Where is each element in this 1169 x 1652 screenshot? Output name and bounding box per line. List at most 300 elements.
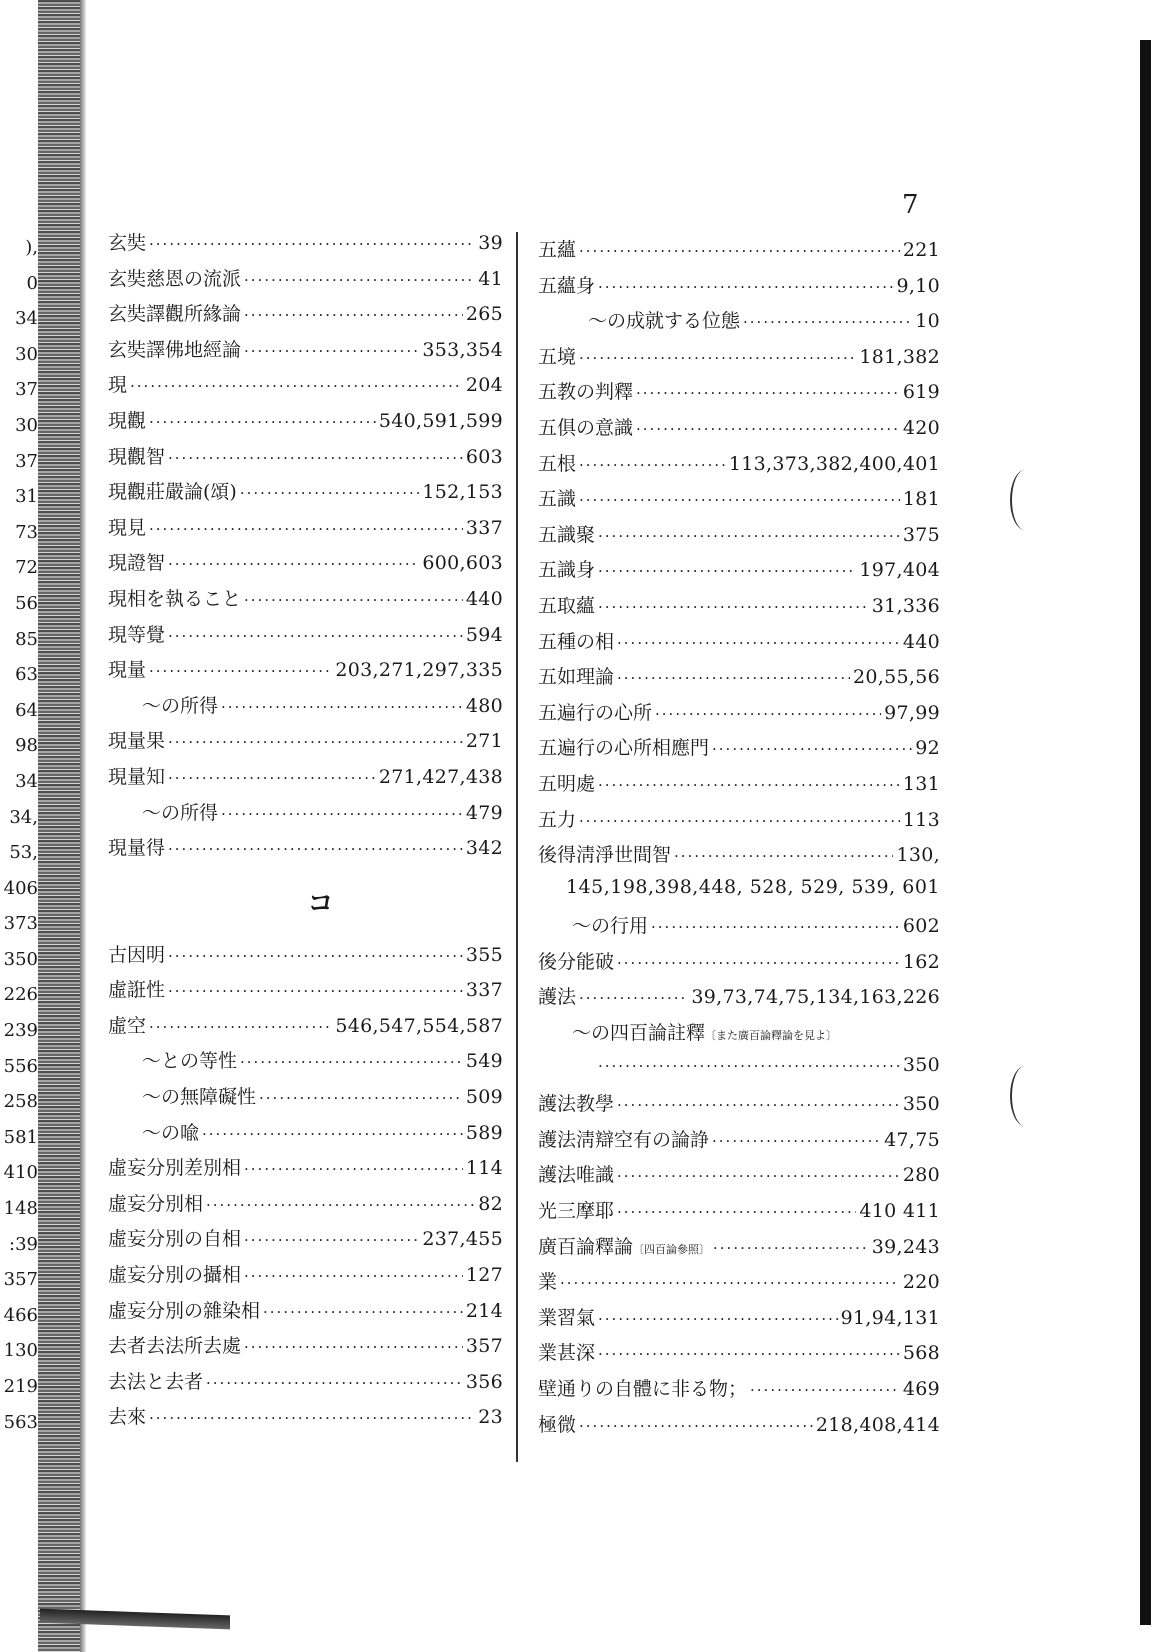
- index-entry: [538, 1196, 940, 1232]
- dot-leader: [244, 1231, 419, 1249]
- entry-term: 虛妄分別の攝相: [108, 1264, 242, 1287]
- edge-number: 563: [3, 1411, 38, 1433]
- entry-term: 去者去法所去處: [108, 1335, 242, 1358]
- entry-pages: 113,373,382,400,401: [728, 452, 940, 475]
- entry-term: 虛誑性: [108, 979, 166, 1002]
- index-entry: [108, 1331, 503, 1367]
- dot-leader: [206, 1374, 463, 1392]
- entry-pages: 127: [465, 1264, 503, 1287]
- entry-term: 極微: [538, 1413, 577, 1436]
- index-entry: [108, 620, 503, 656]
- dot-leader: [598, 1057, 900, 1075]
- dot-leader: [636, 420, 900, 438]
- dot-leader: [206, 1196, 475, 1214]
- entry-pages: 342: [465, 837, 503, 860]
- index-entry: [538, 911, 940, 947]
- entry-pages: 39,243: [871, 1235, 940, 1258]
- entry-pages: 619: [902, 381, 940, 404]
- dot-leader: [168, 982, 463, 1000]
- dot-leader: [617, 954, 900, 972]
- page-right-border: [1140, 40, 1151, 1625]
- dot-leader: [617, 669, 850, 687]
- dot-leader: [263, 1303, 463, 1321]
- entry-pages: 568: [902, 1342, 940, 1365]
- index-entry: [538, 306, 940, 342]
- index-entry: [108, 548, 503, 584]
- entry-term: 業甚深: [538, 1342, 596, 1365]
- entry-pages: 337: [465, 979, 503, 1002]
- entry-pages: 131: [902, 772, 940, 795]
- entry-pages: 145,198,398,448, 528, 529, 539, 601: [565, 875, 940, 898]
- dot-leader: [168, 449, 463, 467]
- entry-pages: 31,336: [871, 594, 940, 617]
- edge-number: 98: [15, 735, 38, 757]
- entry-term: 現觀: [108, 409, 147, 432]
- entry-term: ～の所得: [142, 694, 219, 717]
- entry-pages: 265: [465, 303, 503, 326]
- index-entry: [538, 1338, 940, 1374]
- index-entry: [538, 1125, 940, 1161]
- entry-term: 玄奘譯佛地經論: [108, 338, 242, 361]
- entry-pages: 600,603: [422, 552, 503, 575]
- entry-term: 玄奘: [108, 232, 147, 254]
- book-binding-edge: [38, 0, 82, 1652]
- entry-pages: 181: [902, 488, 940, 511]
- entry-pages: 602: [902, 915, 940, 938]
- entry-pages: 603: [465, 445, 503, 468]
- entry-term: 五遍行の心所相應門: [538, 737, 710, 760]
- entry-pages: 549: [465, 1050, 503, 1073]
- edge-number: 219: [3, 1376, 38, 1397]
- entry-term: 現: [108, 374, 128, 397]
- entry-term: ～の無障礙性: [142, 1086, 257, 1109]
- edge-number: 410: [3, 1162, 38, 1184]
- entry-pages: 218,408,414: [815, 1413, 940, 1436]
- entry-pages: 356: [465, 1370, 503, 1393]
- entry-pages: 39,73,74,75,134,163,226: [691, 986, 940, 1009]
- previous-page-edge-numbers: [0, 230, 40, 1440]
- dot-leader: [579, 812, 900, 830]
- index-entry: [108, 1153, 503, 1189]
- edge-number: 30: [15, 343, 38, 365]
- entry-pages: 479: [465, 801, 503, 824]
- edge-number: 73: [15, 521, 38, 543]
- edge-number: 31: [15, 486, 38, 508]
- entry-pages: 540,591,599: [378, 409, 503, 432]
- entry-term: 虛妄分別の自相: [108, 1228, 242, 1251]
- dot-leader: [598, 562, 856, 580]
- entry-term: 五俱の意識: [538, 416, 634, 439]
- index-entry: [538, 733, 940, 769]
- entry-term: 五遍行の心所: [538, 701, 653, 724]
- index-entry: [108, 370, 503, 406]
- entry-pages: 469: [902, 1378, 940, 1400]
- entry-term: ～の成就する位態: [588, 310, 741, 333]
- index-entry: [538, 1410, 940, 1446]
- entry-term: 虛空: [108, 1014, 147, 1037]
- entry-term: ～の喩: [142, 1121, 200, 1144]
- entry-term: 古因明: [108, 943, 166, 966]
- entry-pages: 594: [465, 623, 503, 646]
- dot-leader: [579, 989, 688, 1007]
- dot-leader: [655, 705, 881, 723]
- index-entry: [538, 449, 940, 485]
- edge-number: 239: [3, 1020, 38, 1042]
- dot-leader: [240, 1053, 463, 1071]
- edge-number: 0: [26, 272, 38, 294]
- entry-term: 五力: [538, 808, 577, 831]
- dot-leader: [168, 769, 376, 787]
- index-column-right: [538, 235, 940, 1445]
- entry-term: 護法教學: [538, 1093, 615, 1116]
- section-heading-ko: コ: [307, 888, 334, 919]
- dot-leader: [149, 520, 463, 538]
- entry-pages: 375: [902, 523, 940, 546]
- edge-number: 556: [3, 1055, 38, 1077]
- entry-pages: 203,271,297,335: [335, 659, 503, 682]
- index-entry: [108, 1046, 503, 1082]
- entry-pages: 280: [902, 1164, 940, 1187]
- edge-number: 63: [15, 664, 38, 686]
- edge-number: 357: [3, 1269, 38, 1291]
- entry-pages: 92: [915, 737, 940, 760]
- dot-leader: [168, 627, 463, 645]
- entry-term: ～との等性: [142, 1050, 238, 1073]
- index-entry: [108, 442, 503, 478]
- index-entry: [108, 1189, 503, 1225]
- edge-number: 466: [3, 1304, 38, 1326]
- dot-leader: [712, 1132, 881, 1150]
- dot-leader: [168, 840, 463, 858]
- edge-number: 34: [15, 770, 38, 792]
- index-entry: [108, 299, 503, 335]
- edge-number: 72: [15, 557, 38, 579]
- dot-leader: [579, 456, 726, 474]
- entry-pages: 114: [465, 1157, 503, 1180]
- dot-leader: [168, 555, 419, 573]
- entry-term: 玄奘慈恩の流派: [108, 267, 242, 290]
- index-entry: [538, 591, 940, 627]
- dot-leader: [598, 776, 900, 794]
- index-entry: [538, 982, 940, 1018]
- entry-term: 業: [538, 1271, 558, 1294]
- entry-term: 五如理論: [538, 666, 615, 689]
- entry-term: 五識身: [538, 559, 596, 582]
- dot-leader: [149, 1409, 475, 1427]
- index-entry: [538, 947, 940, 983]
- dot-leader: [244, 306, 463, 324]
- entry-term: 虛妄分別差別相: [108, 1157, 242, 1180]
- index-entry: [538, 271, 940, 307]
- entry-pages: 113: [902, 808, 940, 831]
- gutter-shadow: [80, 0, 86, 1652]
- index-entry: [538, 1160, 940, 1196]
- edge-number: 37: [15, 450, 38, 472]
- entry-term: 玄奘譯觀所緣論: [108, 303, 242, 326]
- entry-term: 後得淸淨世間智: [538, 844, 672, 867]
- edge-number: 581: [3, 1126, 38, 1148]
- dot-leader: [149, 1018, 332, 1036]
- entry-pages: 353,354: [422, 338, 503, 361]
- entry-term: 去來: [108, 1406, 147, 1429]
- dot-leader: [598, 278, 893, 296]
- entry-term: 現量: [108, 659, 147, 682]
- index-entry: [538, 627, 940, 663]
- dot-leader: [579, 1417, 813, 1435]
- entry-term: 光三摩耶: [538, 1200, 615, 1223]
- entry-list-b: [108, 940, 503, 1438]
- entry-pages: 509: [465, 1086, 503, 1109]
- dot-leader: [244, 342, 419, 360]
- entry-pages: 337: [465, 516, 503, 539]
- dot-leader: [674, 847, 893, 865]
- dot-leader: [560, 1274, 900, 1292]
- dot-leader: [149, 235, 475, 253]
- entry-list-a: [108, 228, 503, 869]
- entry-pages: 589: [465, 1121, 503, 1144]
- dot-leader: [168, 733, 463, 751]
- index-entry: [108, 406, 503, 442]
- entry-pages: 350: [902, 1053, 940, 1076]
- dot-leader: [149, 662, 332, 680]
- entry-term: 五明處: [538, 772, 596, 795]
- index-entry: [108, 264, 503, 300]
- index-column-left: [108, 228, 503, 1438]
- entry-term: ～の四百論註釋: [572, 1022, 706, 1045]
- entry-pages: 152,153: [422, 481, 503, 504]
- index-entry: [108, 833, 503, 869]
- edge-number: 130: [3, 1340, 38, 1362]
- dot-leader: [244, 271, 475, 289]
- entry-pages: 480: [465, 694, 503, 717]
- index-entry: [108, 1011, 503, 1047]
- dot-leader: [221, 698, 463, 716]
- edge-number: 373: [3, 913, 38, 935]
- dot-leader: [259, 1089, 463, 1107]
- entry-pages: 9,10: [896, 274, 940, 297]
- entry-term: 五教の判釋: [538, 381, 634, 404]
- entry-term: 五種の相: [538, 630, 615, 653]
- entry-pages: 420: [902, 416, 940, 439]
- dot-leader: [149, 413, 376, 431]
- entry-pages: 237,455: [422, 1228, 503, 1251]
- index-entry: [108, 335, 503, 371]
- entry-pages: 546,547,554,587: [335, 1014, 503, 1037]
- index-entry: [108, 1082, 503, 1118]
- entry-term: ～の所得: [142, 801, 219, 824]
- entry-term: 現證智: [108, 552, 166, 575]
- dot-leader: [221, 805, 463, 823]
- edge-number: ),: [25, 237, 38, 258]
- entry-term: 五根: [538, 452, 577, 475]
- entry-term: 五識: [538, 488, 577, 511]
- entry-pages: 130,: [896, 844, 940, 867]
- dot-leader: [598, 1345, 900, 1363]
- entry-term: 五境: [538, 345, 577, 368]
- entry-note: 〔四百論參照〕: [633, 1242, 711, 1256]
- index-entry: [538, 1018, 940, 1054]
- index-entry: [108, 726, 503, 762]
- index-entry: [538, 1089, 940, 1125]
- entry-pages: 357: [465, 1335, 503, 1358]
- entry-note: 〔また廣百論釋論を見よ〕: [705, 1029, 838, 1043]
- index-entry: [108, 513, 503, 549]
- entry-term: 護法淸辯空有の論諍: [538, 1128, 710, 1151]
- entry-pages: 20,55,56: [852, 666, 940, 689]
- index-entry: [538, 1374, 940, 1410]
- entry-term: 護法唯識: [538, 1164, 615, 1187]
- entry-list-right: [538, 235, 940, 1445]
- index-entry: [538, 876, 940, 912]
- column-divider: [516, 232, 518, 1462]
- dot-leader: [579, 242, 900, 260]
- entry-term: 虛妄分別の雜染相: [108, 1299, 261, 1322]
- index-entry: [108, 655, 503, 691]
- entry-pages: 41: [478, 267, 503, 290]
- dot-leader: [617, 1167, 900, 1185]
- index-entry: [108, 228, 503, 264]
- index-entry: [108, 1367, 503, 1403]
- dot-leader: [713, 1239, 869, 1257]
- entry-term: 現量知: [108, 765, 166, 788]
- index-entry: [538, 840, 940, 876]
- dot-leader: [743, 313, 912, 331]
- dot-leader: [636, 384, 900, 402]
- entry-term: 業習氣: [538, 1306, 596, 1329]
- entry-pages: 10: [915, 310, 940, 333]
- entry-pages: 220: [902, 1271, 940, 1294]
- entry-term: 五識聚: [538, 523, 596, 546]
- dot-leader: [651, 918, 900, 936]
- margin-paren-mark: [1010, 1066, 1040, 1126]
- dot-leader: [202, 1125, 463, 1143]
- dot-leader: [244, 1338, 463, 1356]
- index-entry: [538, 662, 940, 698]
- index-entry: [108, 762, 503, 798]
- index-entry: [538, 698, 940, 734]
- entry-term: 虛妄分別相: [108, 1192, 204, 1215]
- edge-number: 34,: [9, 806, 38, 828]
- index-entry: [538, 484, 940, 520]
- dot-leader: [244, 1160, 463, 1178]
- index-entry: [108, 1118, 503, 1154]
- page-number: 7: [902, 190, 921, 220]
- entry-pages: 440: [465, 587, 503, 610]
- entry-term: 去法と去者: [108, 1370, 204, 1393]
- dot-leader: [598, 1310, 838, 1328]
- entry-pages: 271,427,438: [378, 765, 503, 788]
- dot-leader: [617, 1096, 900, 1114]
- entry-pages: 355: [465, 943, 503, 966]
- dot-leader: [750, 1381, 900, 1399]
- edge-number: 85: [15, 628, 38, 650]
- margin-paren-mark: [1010, 470, 1040, 530]
- entry-pages: 350: [902, 1093, 940, 1116]
- entry-term: 現相を執ること: [108, 587, 242, 610]
- dot-leader: [168, 947, 463, 965]
- edge-number: 350: [3, 948, 38, 970]
- entry-pages: 204: [465, 374, 503, 397]
- dot-leader: [130, 377, 463, 395]
- entry-term: 後分能破: [538, 950, 615, 973]
- edge-number: 53,: [9, 842, 38, 864]
- entry-pages: 162: [902, 950, 940, 973]
- entry-term: 五蘊: [538, 239, 577, 261]
- entry-term: 現量果: [108, 730, 166, 753]
- edge-number: 406: [3, 877, 38, 899]
- index-entry: [108, 975, 503, 1011]
- entry-term: 護法: [538, 986, 577, 1009]
- entry-term: 現量得: [108, 837, 166, 860]
- index-entry: [108, 798, 503, 834]
- index-entry: [108, 1296, 503, 1332]
- entry-pages: 410 411: [859, 1200, 940, 1223]
- edge-number: :39: [9, 1233, 38, 1255]
- dot-leader: [579, 349, 856, 367]
- edge-number: 56: [15, 592, 38, 614]
- entry-pages: 82: [478, 1192, 503, 1215]
- entry-term: 現見: [108, 516, 147, 539]
- index-entry: [538, 377, 940, 413]
- index-entry: [538, 555, 940, 591]
- dot-leader: [712, 740, 912, 758]
- index-entry: [538, 1303, 940, 1339]
- index-entry: [538, 769, 940, 805]
- edge-number: 64: [15, 699, 38, 721]
- entry-term: 五蘊身: [538, 274, 596, 297]
- dot-leader: [244, 591, 463, 609]
- edge-number: 148: [3, 1198, 38, 1220]
- entry-pages: 440: [902, 630, 940, 653]
- entry-term: 現等覺: [108, 623, 166, 646]
- entry-pages: 39: [478, 232, 503, 254]
- entry-pages: 47,75: [884, 1128, 940, 1151]
- dot-leader: [617, 1203, 856, 1221]
- entry-term: 現觀莊嚴論(頌): [108, 481, 237, 504]
- dot-leader: [579, 491, 900, 509]
- entry-term: 現觀智: [108, 445, 166, 468]
- edge-number: 258: [3, 1091, 38, 1113]
- entry-term: 壁通りの自體に非る物；: [538, 1378, 748, 1400]
- index-entry: [108, 477, 503, 513]
- edge-number: 226: [3, 984, 38, 1006]
- entry-pages: 214: [465, 1299, 503, 1322]
- dot-leader: [244, 1267, 463, 1285]
- index-entry: [538, 1054, 940, 1090]
- index-entry: [108, 940, 503, 976]
- edge-number: 30: [15, 414, 38, 436]
- dot-leader: [240, 484, 420, 502]
- entry-term: 廣百論釋論: [538, 1235, 634, 1258]
- index-entry: [538, 1232, 940, 1268]
- entry-pages: 221: [902, 239, 940, 261]
- entry-term: 五取蘊: [538, 594, 596, 617]
- entry-term: ～の行用: [572, 915, 649, 938]
- entry-pages: 181,382: [859, 345, 940, 368]
- index-entry: [538, 805, 940, 841]
- index-entry: [538, 342, 940, 378]
- entry-pages: 197,404: [859, 559, 940, 582]
- index-entry: [538, 235, 940, 271]
- index-entry: [538, 1267, 940, 1303]
- edge-number: 34: [15, 308, 38, 330]
- index-entry: [108, 1224, 503, 1260]
- index-entry: [108, 584, 503, 620]
- dot-leader: [598, 527, 900, 545]
- index-entry: [538, 520, 940, 556]
- index-entry: [108, 691, 503, 727]
- index-entry: [538, 413, 940, 449]
